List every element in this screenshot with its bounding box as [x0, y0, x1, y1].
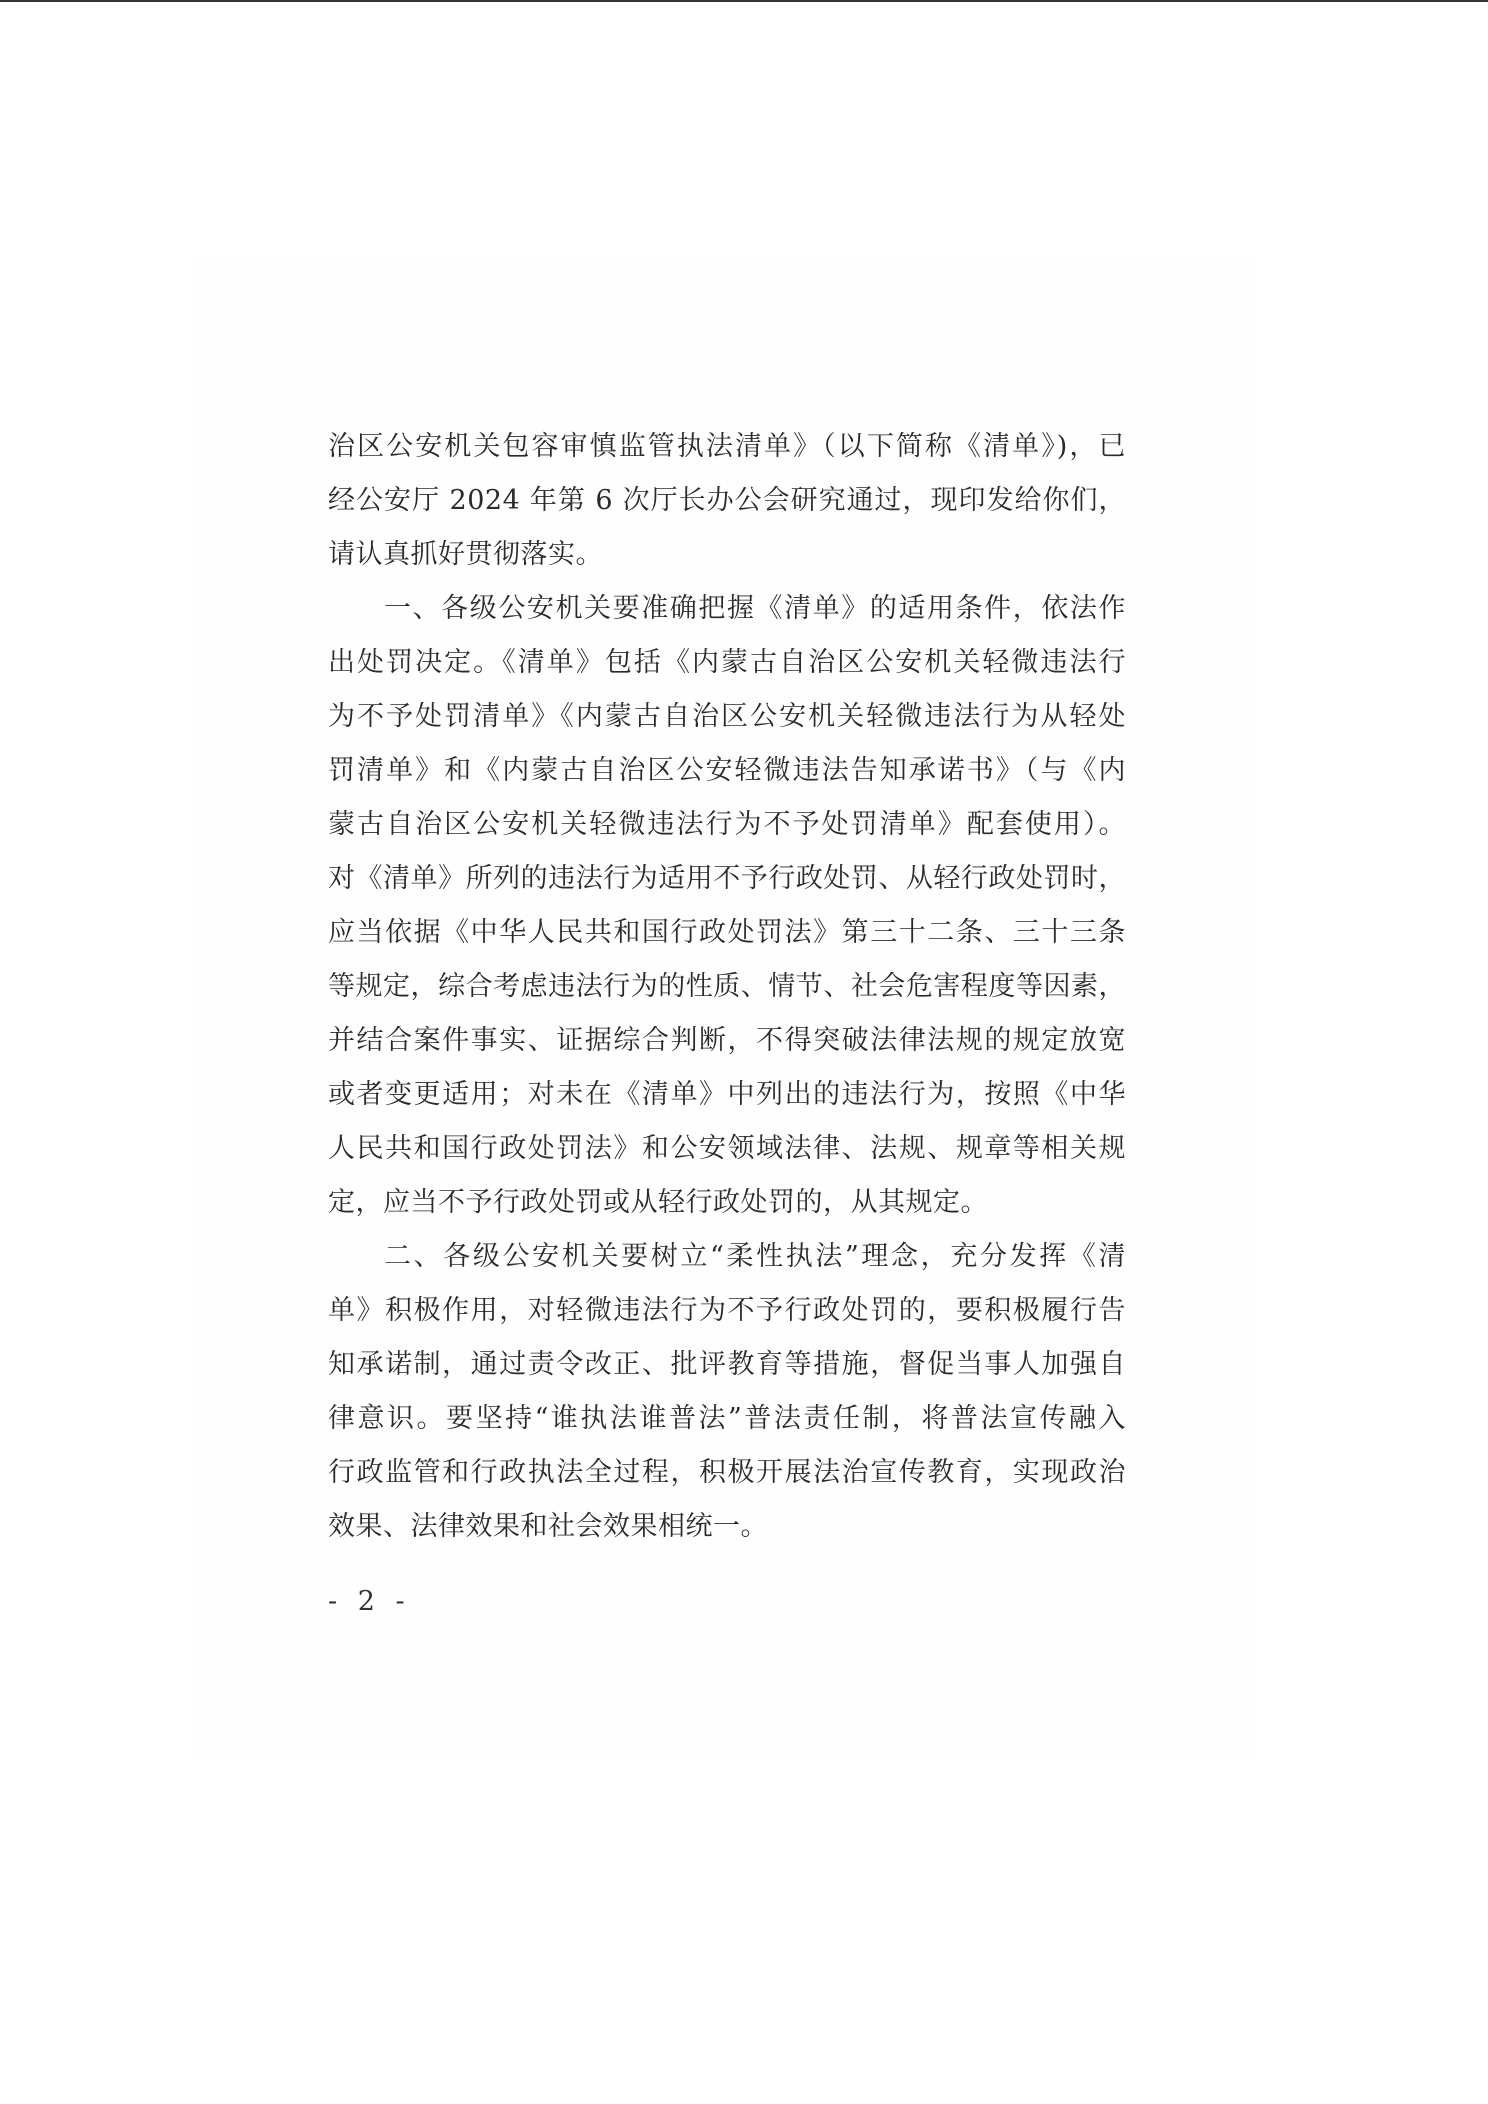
text-line: 律意识。要坚持“谁执法谁普法”普法责任制，将普法宣传融入	[328, 1403, 1126, 1434]
text-line: 人民共和国行政处罚法》和公安领域法律、法规、规章等相关规	[328, 1133, 1126, 1164]
text-line: 对《清单》所列的违法行为适用不予行政处罚、从轻行政处罚时，	[328, 863, 1126, 894]
text-line: 单》积极作用，对轻微违法行为不予行政处罚的，要积极履行告	[328, 1295, 1126, 1326]
text-line: 经公安厅 2024 年第 6 次厅长办公会研究通过，现印发给你们，	[328, 485, 1126, 516]
text-line: 并结合案件事实、证据综合判断，不得突破法律法规的规定放宽	[328, 1025, 1126, 1056]
text-line: 或者变更适用；对未在《清单》中列出的违法行为，按照《中华	[328, 1079, 1126, 1110]
text-line: 请认真抓好贯彻落实。	[328, 539, 603, 570]
text-line: 定，应当不予行政处罚或从轻行政处罚的，从其规定。	[328, 1187, 988, 1218]
text-line: 罚清单》和《内蒙古自治区公安轻微违法告知承诺书》（与《内	[328, 755, 1126, 786]
text-line: 等规定，综合考虑违法行为的性质、情节、社会危害程度等因素，	[328, 971, 1126, 1002]
paragraph-two-start: 二、各级公安机关要树立“柔性执法”理念，充分发挥《清	[384, 1241, 1126, 1272]
text-line: 应当依据《中华人民共和国行政处罚法》第三十二条、三十三条	[328, 917, 1126, 948]
text-line: 行政监管和行政执法全过程，积极开展法治宣传教育，实现政治	[328, 1457, 1126, 1488]
text-line: 为不予处罚清单》《内蒙古自治区公安机关轻微违法行为从轻处	[328, 701, 1126, 732]
text-line: 蒙古自治区公安机关轻微违法行为不予处罚清单》配套使用）。	[328, 809, 1126, 840]
paragraph-one-start: 一、各级公安机关要准确把握《清单》的适用条件，依法作	[384, 593, 1126, 624]
text-line: 治区公安机关包容审慎监管执法清单》（以下简称《清单》)，已	[328, 431, 1126, 462]
body-text	[328, 420, 1126, 1554]
page-number: - 2 -	[328, 1586, 411, 1617]
top-border	[0, 0, 1488, 2]
text-line: 效果、法律效果和社会效果相统一。	[328, 1511, 768, 1542]
text-line: 出处罚决定。《清单》包括《内蒙古自治区公安机关轻微违法行	[328, 647, 1126, 678]
text-line: 知承诺制，通过责令改正、批评教育等措施，督促当事人加强自	[328, 1349, 1126, 1380]
